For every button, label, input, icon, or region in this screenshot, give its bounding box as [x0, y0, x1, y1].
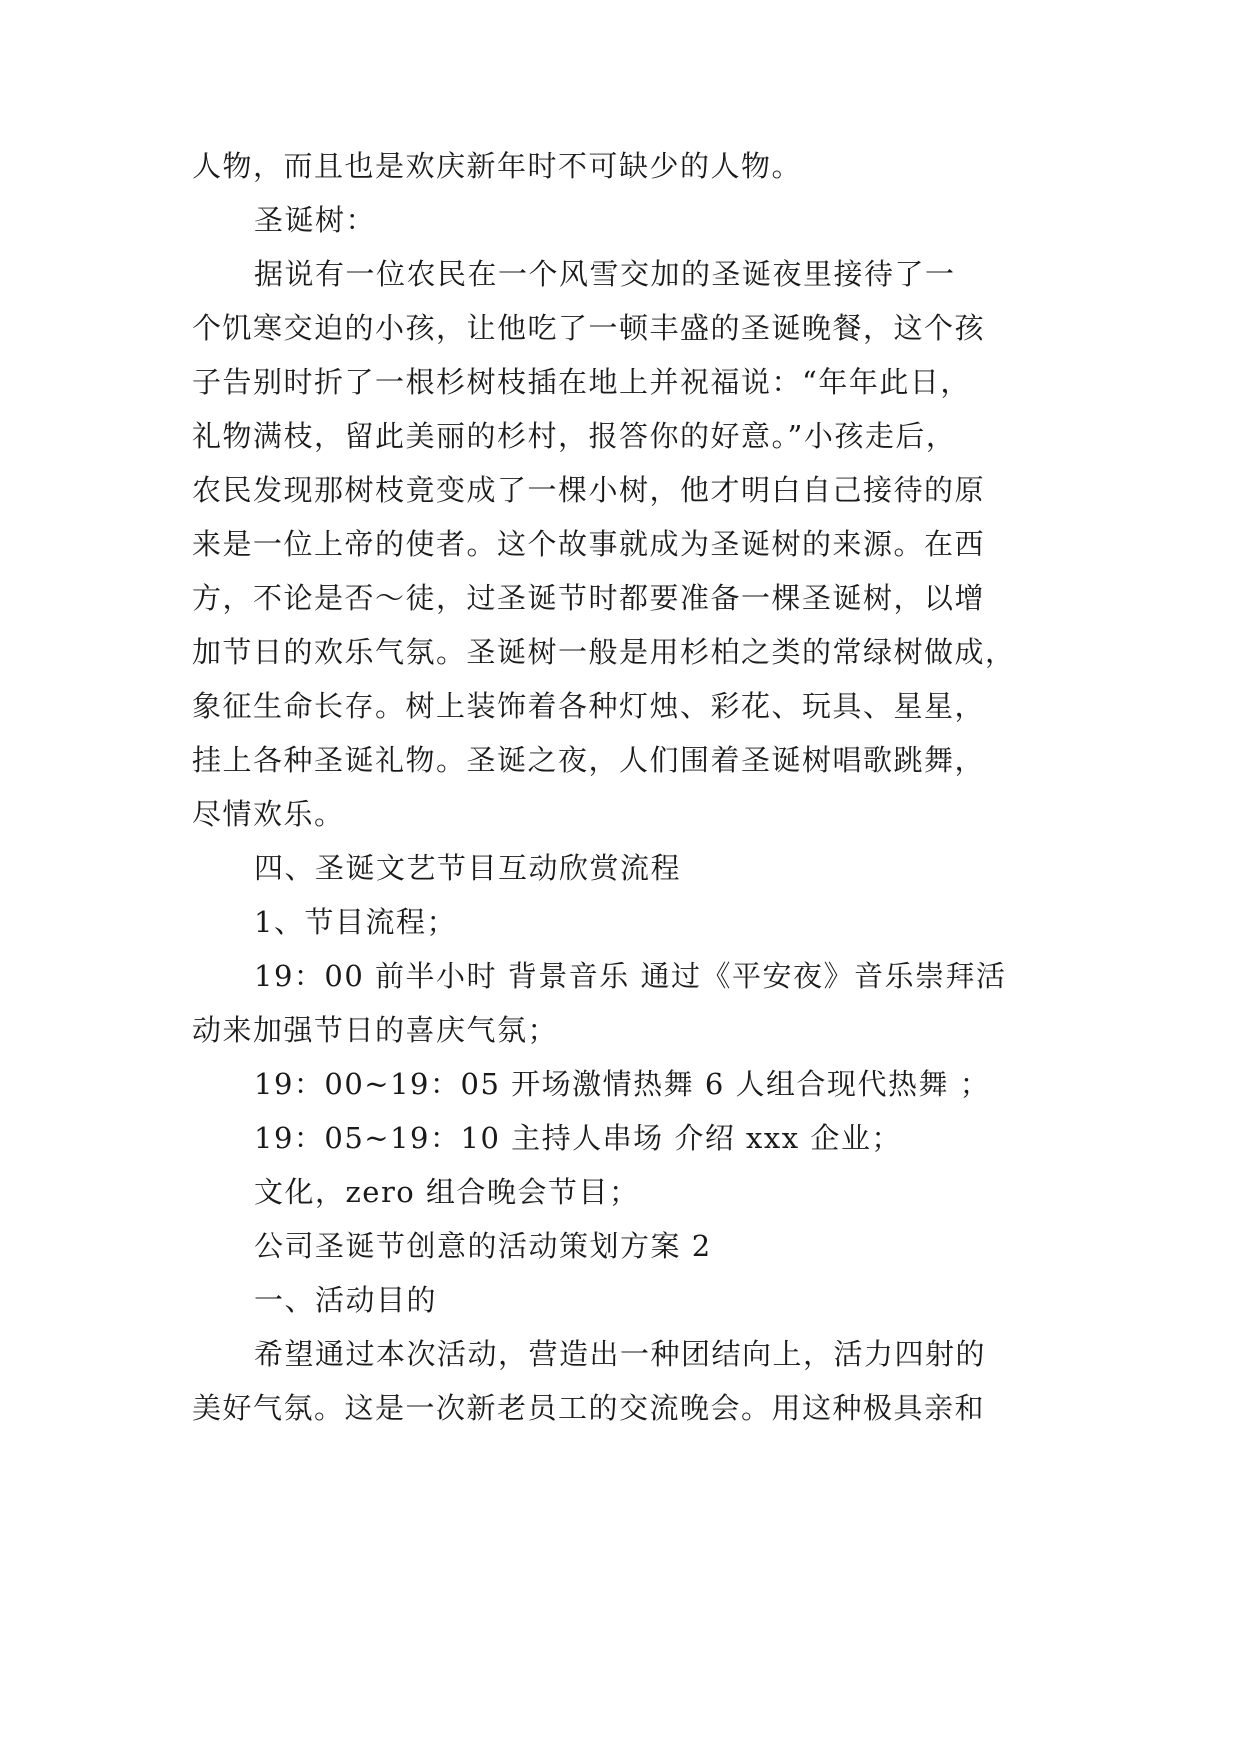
document-title: 公司圣诞节创意的活动策划方案 2 — [254, 1229, 712, 1263]
paragraph-line: 人物，而且也是欢庆新年时不可缺少的人物。 — [192, 149, 803, 183]
schedule-line: 文化，zero 组合晚会节目； — [254, 1175, 640, 1209]
paragraph-line: 子告别时折了一根杉树枝插在地上并祝福说：“年年此日， — [192, 365, 971, 399]
paragraph-line: 据说有一位农民在一个风雪交加的圣诞夜里接待了一 — [254, 257, 956, 291]
paragraph-line: 希望通过本次活动，营造出一种团结向上，活力四射的 — [254, 1337, 987, 1371]
schedule-line: 19：05~19：10 主持人串场 介绍 xxx 企业； — [254, 1121, 902, 1155]
section-heading: 圣诞树： — [254, 203, 377, 237]
paragraph-line: 尽情欢乐。 — [192, 797, 345, 831]
paragraph-line: 挂上各种圣诞礼物。圣诞之夜，人们围着圣诞树唱歌跳舞， — [192, 743, 986, 777]
paragraph-line: 美好气氛。这是一次新老员工的交流晚会。用这种极具亲和 — [192, 1391, 986, 1425]
section-heading: 1、节目流程； — [254, 905, 457, 939]
paragraph-line: 礼物满枝，留此美丽的杉村，报答你的好意。”小孩走后， — [192, 419, 957, 453]
schedule-line: 19：00 前半小时 背景音乐 通过《平安夜》音乐崇拜活 — [254, 959, 1007, 993]
schedule-line: 19：00~19：05 开场激情热舞 6 人组合现代热舞 ； — [254, 1067, 991, 1101]
paragraph-line: 个饥寒交迫的小孩，让他吃了一顿丰盛的圣诞晚餐，这个孩 — [192, 311, 986, 345]
paragraph-line: 方，不论是否～徒，过圣诞节时都要准备一棵圣诞树，以增 — [192, 581, 986, 615]
section-heading: 一、活动目的 — [254, 1283, 438, 1317]
paragraph-line: 加节日的欢乐气氛。圣诞树一般是用杉柏之类的常绿树做成， — [192, 635, 1016, 669]
section-heading: 四、圣诞文艺节目互动欣赏流程 — [254, 851, 682, 885]
paragraph-line: 来是一位上帝的使者。这个故事就成为圣诞树的来源。在西 — [192, 527, 986, 561]
paragraph-line: 象征生命长存。树上装饰着各种灯烛、彩花、玩具、星星， — [192, 689, 986, 723]
paragraph-line: 农民发现那树枝竟变成了一棵小树，他才明白自己接待的原 — [192, 473, 986, 507]
schedule-line: 动来加强节日的喜庆气氛； — [192, 1013, 559, 1047]
